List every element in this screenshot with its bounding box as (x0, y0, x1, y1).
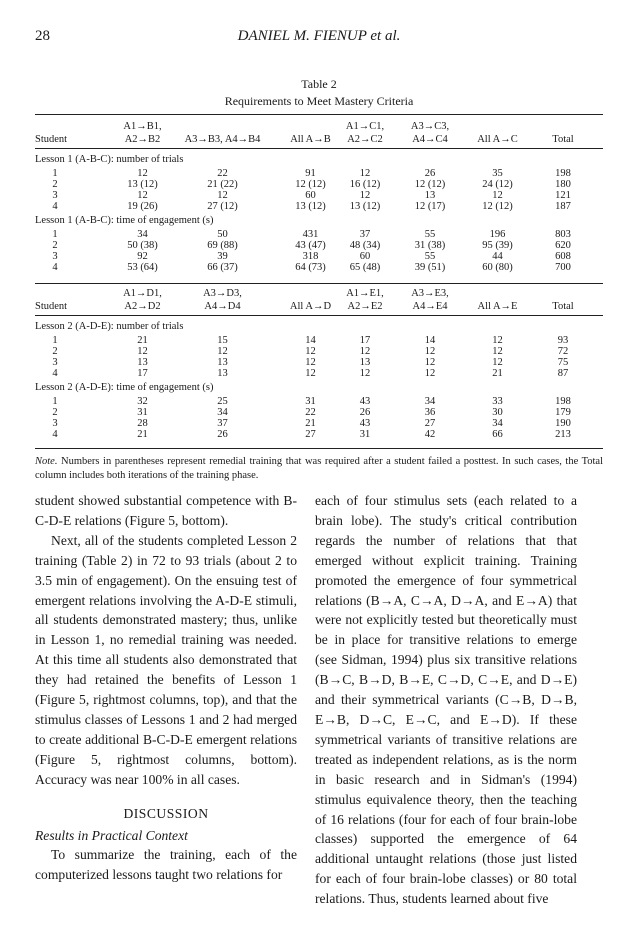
value-cell: 12 (359, 368, 371, 379)
value-cell: 21 (137, 429, 148, 440)
total-cell: 608 (555, 251, 571, 262)
value-cell: 12 (305, 357, 316, 368)
value-cell: 13 (217, 368, 228, 379)
paragraph: Next, all of the students completed Lesson 2 training (Table 2) in 72 to 93 trials (about 2 to 3.5 min of engagement). On the ensuing test of emergent relations involving the A-D-E stimuli, all students demonstrated mastery; thus, unlike in Lesson 1, no remedial training was needed. At this time all students also demonstrated that they had retained the benefits of Lesson 1 (Figure 5, rightmost columns, top), and that the stimulus classes of Lessons 1 and 2 had merged to create additional B-C-D-E emergent relations (Figure 5, rightmost columns, bottom). Accuracy was near 100% in all cases. (35, 532, 297, 787)
value-cell: 42 (424, 429, 436, 440)
value-cell: 12 (217, 346, 228, 357)
student-cell: 1 (52, 335, 58, 346)
lesson2-body (35, 318, 603, 440)
value-cell: 13 (12) (349, 201, 381, 212)
value-cell: 37 (359, 229, 371, 240)
value-cell: 28 (137, 418, 148, 429)
section-title: Lesson 2 (A-D-E): number of trials (35, 321, 184, 332)
col-header-ab12: A1→B1, (123, 121, 162, 132)
value-cell: 12 (359, 190, 371, 201)
col-header-all-ac: All A→C (477, 134, 518, 145)
table-row (35, 229, 603, 240)
value-cell: 17 (137, 368, 148, 379)
header-line-2 (35, 300, 603, 313)
value-cell: 50 (38) (127, 240, 158, 251)
student-cell: 1 (52, 396, 58, 407)
header-line-1 (35, 120, 603, 133)
value-cell: 13 (424, 190, 436, 201)
value-cell: 16 (12) (349, 179, 381, 190)
col-header-total: Total (552, 134, 574, 145)
value-cell: 14 (305, 335, 316, 346)
subsection-heading: Results in Practical Context (35, 827, 188, 843)
header-rule-2 (35, 315, 603, 316)
value-cell: 32 (137, 396, 148, 407)
table-row (35, 368, 603, 379)
total-cell: 72 (557, 346, 569, 357)
table-row (35, 240, 603, 251)
value-cell: 53 (64) (127, 262, 158, 273)
total-cell: 121 (555, 190, 571, 201)
value-cell: 64 (73) (295, 262, 326, 273)
col-header-ae12: A1→E1, (346, 288, 384, 299)
section-title: Lesson 1 (A-B-C): time of engagement (s) (35, 215, 214, 226)
value-cell: 13 (217, 357, 228, 368)
value-cell: 12 (359, 346, 371, 357)
value-cell: 12 (492, 335, 503, 346)
value-cell: 60 (80) (482, 262, 513, 273)
value-cell: 22 (217, 168, 228, 179)
total-cell: 87 (557, 368, 569, 379)
student-cell: 1 (52, 229, 58, 240)
value-cell: 31 (38) (414, 240, 446, 251)
value-cell: 12 (492, 190, 503, 201)
total-cell: 700 (555, 262, 571, 273)
table-row (35, 396, 603, 407)
table-row (35, 335, 603, 346)
value-cell: 12 (137, 168, 148, 179)
col-header-total: Total (552, 301, 574, 312)
value-cell: 66 (37) (207, 262, 238, 273)
value-cell: 43 (47) (295, 240, 326, 251)
student-cell: 3 (52, 418, 58, 429)
value-cell: 12 (492, 346, 503, 357)
paragraph: student showed substantial competence with B-C-D-E relations (Figure 5, bottom). (35, 493, 297, 528)
value-cell: 31 (137, 407, 148, 418)
value-cell: 26 (424, 168, 436, 179)
col-header-ac34: A3→C3, (410, 121, 450, 132)
section-heading: DISCUSSION (123, 805, 209, 821)
value-cell: 12 (17) (414, 201, 446, 212)
value-cell: 50 (217, 229, 228, 240)
total-cell: 198 (555, 396, 571, 407)
value-cell: 35 (492, 168, 503, 179)
lesson2-header (35, 287, 603, 313)
header-line-1 (35, 287, 603, 300)
table-row (35, 429, 603, 440)
value-cell: 60 (305, 190, 316, 201)
value-cell: 12 (12) (482, 201, 513, 212)
table-row (35, 168, 603, 179)
student-cell: 2 (52, 240, 58, 251)
value-cell: 27 (305, 429, 316, 440)
total-cell: 179 (555, 407, 571, 418)
value-cell: 27 (12) (207, 201, 238, 212)
student-cell: 1 (52, 168, 58, 179)
table-row (35, 262, 603, 273)
section-title: Lesson 1 (A-B-C): number of trials (35, 154, 184, 165)
value-cell: 12 (492, 357, 503, 368)
value-cell: 12 (12) (414, 179, 446, 190)
page-number: 28 (35, 28, 50, 44)
col-header-ac12: A1→C1, (345, 121, 385, 132)
table-row (35, 407, 603, 418)
student-cell: 4 (52, 429, 58, 440)
value-cell: 31 (305, 396, 316, 407)
total-cell: 620 (555, 240, 571, 251)
value-cell: 30 (492, 407, 503, 418)
lesson1-header (35, 120, 603, 146)
student-cell: 2 (52, 346, 58, 357)
value-cell: 12 (424, 346, 436, 357)
total-cell: 93 (557, 335, 569, 346)
col-header-ad34-b: A4→D4 (204, 301, 241, 312)
value-cell: 21 (492, 368, 503, 379)
value-cell: 26 (359, 407, 371, 418)
running-header (35, 28, 603, 48)
value-cell: 12 (424, 357, 436, 368)
header-line-2 (35, 133, 603, 146)
value-cell: 43 (359, 418, 371, 429)
value-cell: 55 (424, 251, 436, 262)
table-row (35, 201, 603, 212)
value-cell: 55 (424, 229, 436, 240)
table-row (35, 190, 603, 201)
value-cell: 34 (137, 229, 148, 240)
value-cell: 12 (137, 346, 148, 357)
value-cell: 33 (492, 396, 503, 407)
table-note (35, 455, 603, 483)
value-cell: 12 (217, 190, 228, 201)
value-cell: 48 (34) (349, 240, 381, 251)
table-row (35, 418, 603, 429)
student-col-header: Student (35, 134, 68, 145)
col-header-ab12-b: A2→B2 (124, 134, 161, 145)
value-cell: 39 (51) (414, 262, 446, 273)
col-header-ae34-b: A4→E4 (412, 301, 448, 312)
value-cell: 95 (39) (482, 240, 513, 251)
left-column (35, 491, 297, 885)
value-cell: 27 (424, 418, 436, 429)
total-cell: 180 (555, 179, 571, 190)
total-cell: 803 (555, 229, 571, 240)
value-cell: 31 (359, 429, 371, 440)
student-cell: 3 (52, 251, 58, 262)
section-title: Lesson 2 (A-D-E): time of engagement (s) (35, 382, 214, 393)
value-cell: 65 (48) (349, 262, 381, 273)
table-row (35, 251, 603, 262)
value-cell: 19 (26) (127, 201, 158, 212)
value-cell: 12 (359, 168, 371, 179)
value-cell: 13 (359, 357, 371, 368)
value-cell: 21 (305, 418, 316, 429)
value-cell: 44 (492, 251, 503, 262)
value-cell: 66 (492, 429, 503, 440)
value-cell: 13 (12) (295, 201, 326, 212)
value-cell: 13 (12) (127, 179, 158, 190)
value-cell: 12 (424, 368, 436, 379)
value-cell: 37 (217, 418, 228, 429)
note-label: Note. (35, 456, 58, 467)
value-cell: 34 (424, 396, 436, 407)
value-cell: 15 (217, 335, 228, 346)
paragraph: each of four stimulus sets (each related to a brain lobe). The study's critical contribution regards the number of relations that that emerged without explicit training. Training promoted the emergence of four symmetrical relations (B→A, C→A, D→A, and E→A) that were not explicitly tested but theoretically must be in place for transitive relations to emerge (see Sidman, 1994) plus six transitive relations (B→C, B→D, B→E, C→D, C→E, and D→E) and their symmetrical variants (C→B, D→B, E→B, D→C, E→C, and E→D). If these symmetrical variants of transitive relations are treated as independent relations, as is the norm in basic research and in Sidman's (1994) stimulus equivalence theory, then the teaching of 16 relations (four for each of four brain-lobe classes) supported the emergence of 64 additional untaught relations (those just listed for each of four brain-lobe classes) or 80 total relations. Thus, students learned about five (315, 493, 577, 907)
value-cell: 34 (217, 407, 228, 418)
value-cell: 14 (424, 335, 436, 346)
value-cell: 60 (359, 251, 371, 262)
value-cell: 25 (217, 396, 228, 407)
value-cell: 36 (424, 407, 436, 418)
student-cell: 2 (52, 179, 58, 190)
value-cell: 196 (489, 229, 506, 240)
value-cell: 43 (359, 396, 371, 407)
total-cell: 187 (555, 201, 571, 212)
value-cell: 12 (305, 346, 316, 357)
col-header-ad12: A1→D1, (123, 288, 162, 299)
student-cell: 4 (52, 262, 58, 273)
right-column (315, 491, 577, 909)
col-header-ac34-b: A4→C4 (412, 134, 448, 145)
student-cell: 4 (52, 201, 58, 212)
value-cell: 318 (302, 251, 319, 262)
value-cell: 69 (88) (207, 240, 238, 251)
col-header-ae34: A3→E3, (411, 288, 449, 299)
value-cell: 13 (137, 357, 148, 368)
note-text: Numbers in parentheses represent remedial training that was required after a student failed a posttest. In such cases, the Total column includes both iterations of the training phase. (35, 456, 603, 481)
paragraph: To summarize the training, each of the computerized lessons taught two relations for (35, 847, 297, 883)
value-cell: 21 (137, 335, 148, 346)
col-header-all-ab: All A→B (290, 134, 331, 145)
running-head: DANIEL M. FIENUP et al. (237, 28, 401, 44)
value-cell: 431 (302, 229, 319, 240)
student-col-header: Student (35, 301, 68, 312)
total-cell: 213 (555, 429, 571, 440)
table-row (35, 179, 603, 190)
value-cell: 21 (22) (207, 179, 238, 190)
total-cell: 198 (555, 168, 571, 179)
value-cell: 91 (305, 168, 316, 179)
lesson1-body (35, 151, 603, 273)
table-number: Table 2 (301, 77, 337, 91)
student-cell: 4 (52, 368, 58, 379)
value-cell: 17 (359, 335, 371, 346)
mid-rule-top (35, 283, 603, 284)
col-header-ae12-b: A2→E2 (347, 301, 383, 312)
value-cell: 92 (137, 251, 148, 262)
table-bottom-rule (35, 448, 603, 449)
total-cell: 190 (555, 418, 571, 429)
table-caption: Requirements to Meet Mastery Criteria (224, 94, 414, 108)
student-cell: 3 (52, 190, 58, 201)
value-cell: 24 (12) (482, 179, 513, 190)
col-header-all-ad: All A→D (289, 301, 332, 312)
value-cell: 26 (217, 429, 228, 440)
value-cell: 12 (305, 368, 316, 379)
col-header-ad34: A3→D3, (203, 288, 242, 299)
value-cell: 12 (137, 190, 148, 201)
total-cell: 75 (557, 357, 569, 368)
col-header-ac12-b: A2→C2 (347, 134, 383, 145)
student-cell: 3 (52, 357, 58, 368)
value-cell: 12 (12) (295, 179, 326, 190)
value-cell: 22 (305, 407, 316, 418)
student-cell: 2 (52, 407, 58, 418)
value-cell: 39 (217, 251, 228, 262)
value-cell: 34 (492, 418, 503, 429)
table-row (35, 346, 603, 357)
header-rule-1 (35, 148, 603, 149)
col-header-ad12-b: A2→D2 (124, 301, 161, 312)
table-row (35, 357, 603, 368)
table-top-rule (35, 114, 603, 115)
col-header-ab34: A3→B3, A4→B4 (184, 134, 261, 145)
col-header-all-ae: All A→E (477, 301, 518, 312)
